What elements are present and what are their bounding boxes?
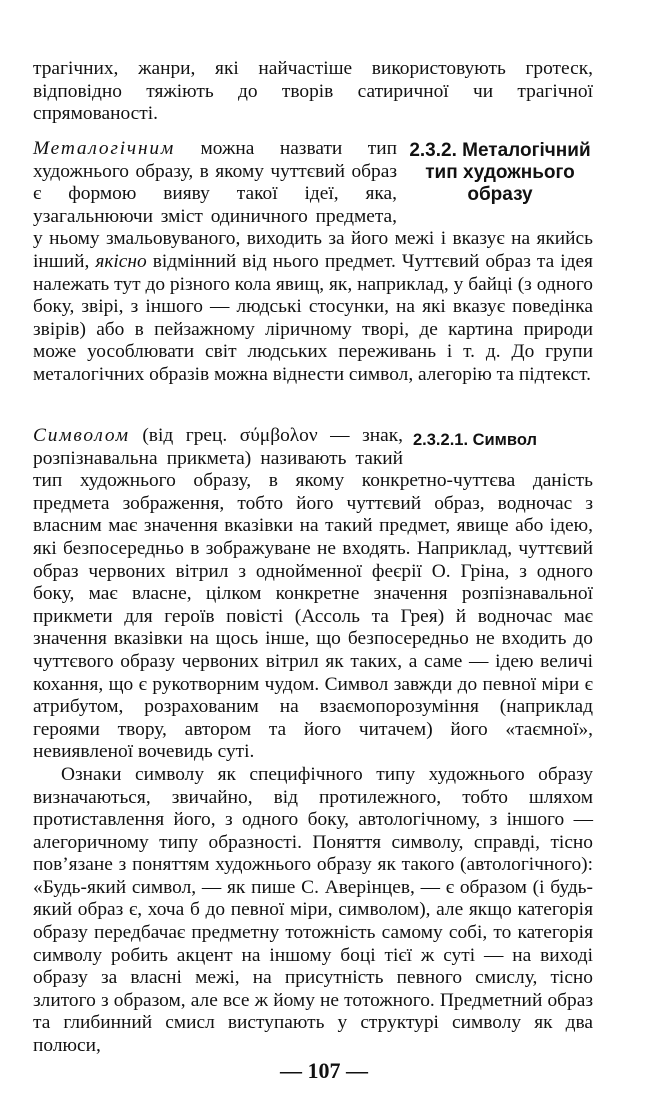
text-span: можна назвати тип художнього образу, в якому чуттєвий образ є формою вияву такої ідеї, яка, узагальнюючи зміст одиничного предмета, у ньому змальовуваного, виходить за його межі і вказує на якийсь інший, — [33, 138, 593, 272]
italic-word: якісно — [95, 250, 147, 272]
section-2-3-2 — [33, 138, 593, 387]
subsection-heading: 2.3.2.1. Символ — [413, 431, 537, 449]
section-paragraph — [33, 425, 593, 764]
body-paragraph: Ознаки символу як специфічного типу художнього образу визначаються, звичайно, від протилежного, тобто шляхом протиставлення його, з одного боку, автологічному, з іншого — алегоричному типу образності. Поняття символу, справді, тісно пов’язане з поняттям художнього образу як такого (автологічного): «Будь-який символ, — як пише С. Аверінцев, — є образом (і будь-який образ є, хоча б до певної міри, символом), але якщо категорія образу передбачає предметну тотожність самому собі, то категорія символу робить акцент на іншому боці тієї ж суті — на виході образу за власні межі, на присутність певного смислу, тісно злитого з образом, але все ж йому не тотожного. Предметний образ та глибинний смисл виступають у структурі символу як два полюси, — [33, 763, 593, 1057]
text-span: відмінний від нього предмет. Чуттєвий образ та ідея належать тут до різного кола явищ, як, наприклад, у байці (з одного боку, звірі, з іншого — людські стосунки, на які вказує поведінка звірів) або в пейзажному ліричному творі, де картина природи може уособлювати світ людських переживань і т. д. До групи металогічних образів можна віднести символ, алегорію та підтекст. — [33, 250, 593, 385]
intro-paragraph: трагічних, жанри, які найчастіше використовують гротеск, відповідно тяжіють до творів сатиричної чи трагічної спрямованості. — [33, 58, 593, 125]
section-heading: 2.3.2. Металогічний тип художнього образу — [409, 140, 591, 205]
term-symbol: Символом — [33, 425, 130, 446]
text-span: (від грец. σύμβολον — знак, розпізнавальна прикмета) називають такий тип художнього образу, в якому конкретно-чуттєва даність предмета зображення, тобто його чуттєвий образ, водночас з власним має значення вказівки на такий предмет, явище або ідею, які безпосередньо в зображуване не входять. Наприклад, чуттєвий образ червоних вітрил з однойменної феєрії О. Гріна, з одного боку, має власне, цілком конкретне значення розпізнавальної прикмети для героїв повісті (Ассоль та Грея) й водночас має значення вказівки на щось інше, що безпосередньо не входить до чуттєвого образу червоних вітрил як таких, а саме — ідею величі кохання, що є рукотворним чудом. Символ завжди до певної міри є атрибутом, розрахованим на взаємопорозуміння (наприклад героями твору, автором та його читачем) його «таємної», невиявленої вочевидь суті. — [33, 425, 593, 763]
term-metalogical: Металогічним — [33, 138, 176, 159]
page-number: — 107 — — [280, 1058, 368, 1083]
section-2-3-2-1 — [33, 425, 593, 1058]
